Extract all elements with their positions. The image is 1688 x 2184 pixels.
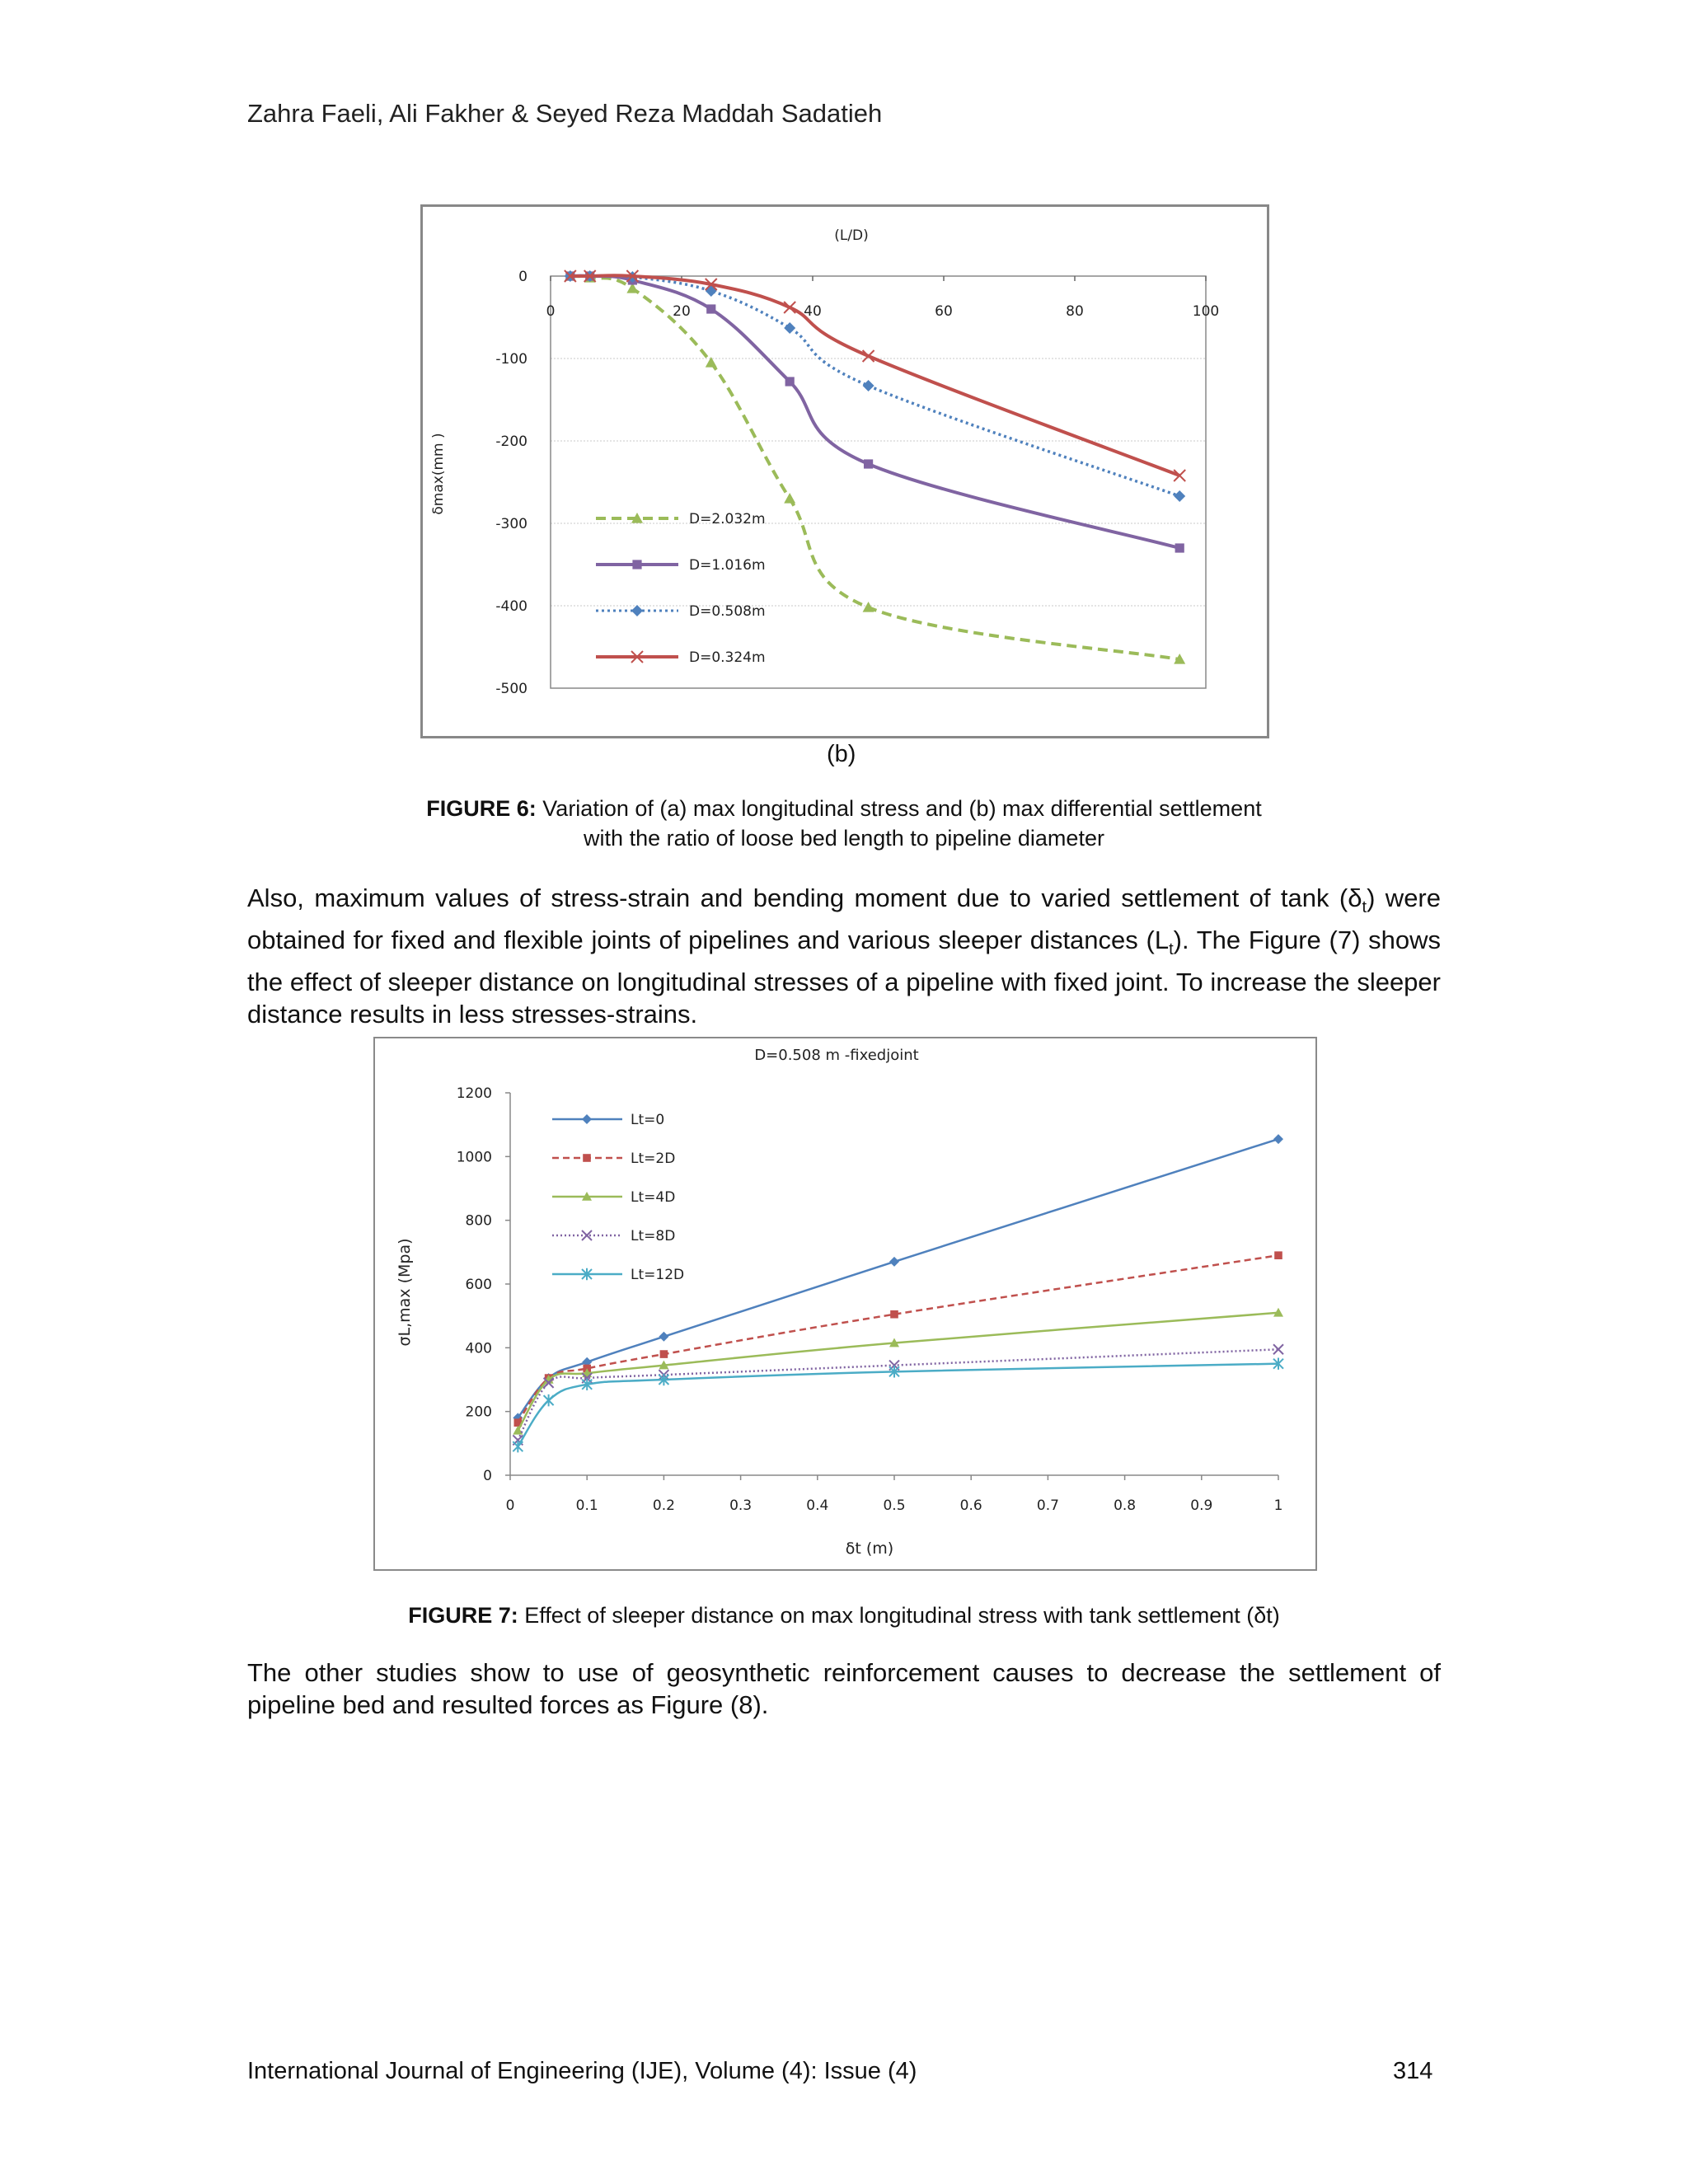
- chart1-title: (L/D): [834, 227, 869, 244]
- chart2-xtick-label: 0.2: [652, 1497, 675, 1514]
- chart1-data-point: [864, 459, 873, 468]
- figure7-caption-label: FIGURE 7:: [408, 1603, 518, 1628]
- chart1-legend-marker: [631, 605, 643, 616]
- chart2-legend-label: Lt=0: [631, 1112, 665, 1128]
- chart2-xlabel: δt (m): [845, 1540, 894, 1558]
- footer-page-number: 314: [1393, 2058, 1433, 2084]
- paragraph1-sub2: t: [1169, 940, 1174, 959]
- chart2-data-point: [1273, 1344, 1283, 1354]
- chart1-data-point: [706, 285, 717, 297]
- chart1-ytick-label: -200: [495, 434, 528, 450]
- footer-journal: International Journal of Engineering (IJE), Volume (4): Issue (4): [247, 2058, 917, 2084]
- chart2-ytick-label: 0: [483, 1468, 492, 1484]
- chart1-data-point: [1175, 543, 1184, 552]
- chart2-data-point: [890, 1310, 898, 1319]
- chart1-ytick-label: -100: [495, 351, 528, 368]
- figure7-caption-text: Effect of sleeper distance on max longitudinal stress with tank settlement (δt): [518, 1603, 1280, 1628]
- chart1-legend-label: D=1.016m: [689, 557, 766, 574]
- figure6-chart-frame: [420, 204, 1269, 738]
- chart2-data-point: [1273, 1134, 1283, 1144]
- chart2-legend-marker: [582, 1114, 592, 1124]
- chart2-legend-label: Lt=4D: [631, 1189, 676, 1206]
- paragraph-sleeper-distance: [247, 882, 1441, 1030]
- chart1-xtick-label: 60: [935, 303, 953, 320]
- chart1-series-line: [570, 275, 1179, 476]
- chart1-data-point: [863, 602, 874, 612]
- chart1-legend-label: D=0.508m: [689, 603, 766, 620]
- chart2-xtick-label: 0.4: [806, 1497, 829, 1514]
- chart2-ytick-label: 1200: [456, 1085, 492, 1102]
- chart2-data-point: [889, 1257, 899, 1267]
- chart1-ytick-label: -400: [495, 598, 528, 615]
- chart2-ytick-label: 1000: [456, 1149, 492, 1166]
- chart2-xtick-label: 0.1: [575, 1497, 598, 1514]
- chart1-data-point: [1174, 490, 1185, 502]
- chart1-data-point: [1174, 654, 1185, 664]
- chart1-xtick-label: 80: [1066, 303, 1084, 320]
- chart2-legend-label: Lt=12D: [631, 1267, 685, 1283]
- chart2-xtick-label: 1: [1273, 1497, 1283, 1514]
- paragraph1-part2: ) were obtained for fixed and flexible joints of pipelines and various sleeper distances (L: [247, 883, 1441, 955]
- chart2-data-point: [1274, 1251, 1282, 1259]
- chart2-ytick-label: 200: [465, 1404, 492, 1421]
- chart1-data-point: [706, 304, 715, 313]
- chart1-data-point: [784, 322, 795, 334]
- chart1-xtick-label: 40: [804, 303, 822, 320]
- chart2-legend-marker: [583, 1154, 591, 1162]
- chart2-data-point: [659, 1332, 668, 1342]
- chart1-ytick-label: -500: [495, 681, 528, 697]
- paragraph1-part3: ). The Figure (7) shows the effect of sleeper distance on longitudinal stresses of a pipeline with fixed joint. To increase the sleeper distance results in less stresses-strains.: [247, 926, 1441, 1029]
- chart1-ytick-label: -300: [495, 516, 528, 532]
- chart2-xtick-label: 0.7: [1036, 1497, 1059, 1514]
- chart2-data-point: [513, 1441, 523, 1452]
- chart1-legend-label: D=2.032m: [689, 511, 766, 527]
- chart1-data-point: [863, 380, 874, 391]
- chart2-data-point: [513, 1426, 523, 1435]
- chart1-data-point: [784, 493, 795, 504]
- chart1-ylabel: δmax(mm ): [430, 433, 447, 515]
- chart1-series-line: [570, 276, 1179, 548]
- paragraph-geosynthetic: The other studies show to use of geosynthetic reinforcement causes to decrease the settlement of pipeline bed and resulted forces as Figure (8).: [247, 1658, 1441, 1719]
- chart2-xtick-label: 0.9: [1190, 1497, 1213, 1514]
- chart1-ytick-label: 0: [518, 269, 528, 285]
- figure6-chart: [423, 207, 1267, 736]
- running-header: Zahra Faeli, Ali Fakher & Seyed Reza Maddah Sadatieh: [247, 99, 883, 128]
- chart2-title: D=0.508 m -fixedjoint: [754, 1047, 919, 1064]
- figure6-caption-text: Variation of (a) max longitudinal stress and (b) max differential settlement: [536, 796, 1262, 821]
- chart2-legend-label: Lt=8D: [631, 1228, 676, 1244]
- figure7-caption: [247, 1601, 1441, 1630]
- chart1-data-point: [784, 302, 795, 313]
- figure6-caption-line2: with the ratio of loose bed length to pipeline diameter: [584, 826, 1104, 851]
- chart2-ylabel: σL,max (Mpa): [396, 1238, 414, 1347]
- figure6-caption: [247, 794, 1441, 853]
- figure7-chart-frame: [373, 1037, 1317, 1571]
- chart1-legend-label: D=0.324m: [689, 649, 766, 666]
- chart2-xtick-label: 0.3: [729, 1497, 753, 1514]
- chart2-xtick-label: 0.8: [1114, 1497, 1137, 1514]
- chart1-data-point: [785, 377, 795, 386]
- chart2-ytick-label: 400: [465, 1340, 492, 1357]
- chart1-xtick-label: 20: [673, 303, 691, 320]
- chart2-xtick-label: 0.5: [883, 1497, 906, 1514]
- figure7-chart: [375, 1038, 1315, 1569]
- chart2-data-point: [544, 1394, 554, 1406]
- chart2-xtick-label: 0: [505, 1497, 515, 1514]
- chart1-xtick-label: 0: [546, 303, 556, 320]
- chart1-plot-frame: [551, 276, 1206, 688]
- figure6-caption-label: FIGURE 6:: [426, 796, 537, 821]
- chart2-ytick-label: 600: [465, 1277, 492, 1293]
- chart2-legend-label: Lt=2D: [631, 1151, 676, 1167]
- figure6-sublabel: (b): [827, 741, 856, 767]
- chart1-xtick-label: 100: [1192, 303, 1220, 320]
- chart2-xtick-label: 0.6: [959, 1497, 982, 1514]
- paragraph1-sub1: t: [1362, 898, 1367, 917]
- chart2-series-line: [518, 1349, 1278, 1440]
- paragraph1-part1: Also, maximum values of stress-strain and bending moment due to varied settlement of tank (δ: [247, 883, 1362, 912]
- chart1-legend-marker: [632, 560, 641, 569]
- chart2-data-point: [660, 1350, 668, 1358]
- chart2-ytick-label: 800: [465, 1212, 492, 1230]
